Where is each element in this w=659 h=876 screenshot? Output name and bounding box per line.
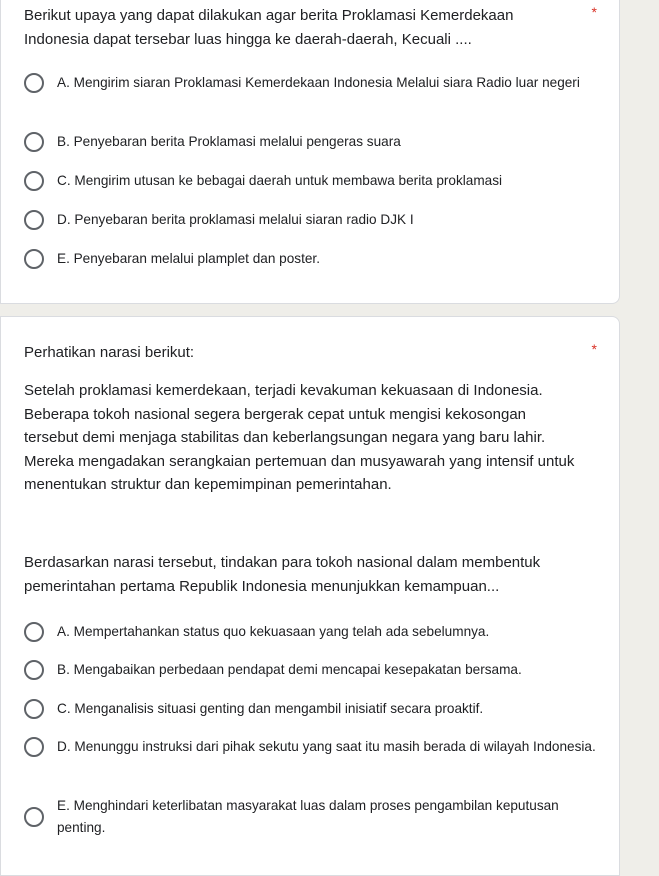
option-label: E. Menghindari keterlibatan masyarakat luas dalam proses pengambilan keputusan penting. [57,798,559,835]
option-label: A. Mengirim siaran Proklamasi Kemerdekaan Indonesia Melalui siara Radio luar negeri [57,75,580,90]
radio-button-icon[interactable] [24,622,44,642]
question-1-text: Berikut upaya yang dapat dilakukan agar berita Proklamasi Kemerdekaan Indonesia dapat tersebar luas hingga ke daerah-daerah, Kecuali .... [24,7,514,48]
radio-button-icon[interactable] [24,699,44,719]
required-asterisk: * [591,341,597,357]
q2-option-d[interactable] [24,736,599,758]
radio-button-icon[interactable] [24,132,44,152]
radio-button-icon[interactable] [24,737,44,757]
q2-option-c[interactable] [24,698,599,720]
q1-option-a[interactable] [24,72,599,94]
q1-option-c[interactable] [24,170,599,192]
radio-button-icon[interactable] [24,660,44,680]
radio-button-icon[interactable] [24,210,44,230]
option-label: A. Mempertahankan status quo kekuasaan yang telah ada sebelumnya. [57,624,490,639]
question-2-text: Berdasarkan narasi tersebut, tindakan para tokoh nasional dalam membentuk pemerintahan pertama Republik Indonesia menunjukkan kemampuan... [24,554,541,595]
radio-button-icon[interactable] [24,73,44,93]
question-2-intro: Perhatikan narasi berikut: [24,344,195,361]
option-label: C. Menganalisis situasi genting dan mengambil inisiatif secara proaktif. [57,701,484,716]
option-label: E. Penyebaran melalui plamplet dan poster. [57,251,320,266]
required-asterisk: * [591,4,597,20]
q2-option-b[interactable] [24,659,599,681]
question-card-2 [0,316,620,876]
q2-option-a[interactable] [24,621,599,643]
option-label: B. Mengabaikan perbedaan pendapat demi mencapai kesepakatan bersama. [57,662,522,677]
radio-button-icon[interactable] [24,249,44,269]
radio-button-icon[interactable] [24,171,44,191]
q2-option-e[interactable] [24,795,599,839]
question-card-1 [0,0,620,304]
q1-option-b[interactable] [24,131,599,153]
radio-button-icon[interactable] [24,807,44,827]
q1-option-d[interactable] [24,209,599,231]
option-label: D. Penyebaran berita proklamasi melalui siaran radio DJK I [57,212,414,227]
question-2-narrative: Setelah proklamasi kemerdekaan, terjadi kevakuman kekuasaan di Indonesia. Beberapa tokoh nasional segera bergerak cepat untuk mengisi kekosongan tersebut demi menjaga stabilitas dan keberlangsungan negara yang baru lahir. Mereka mengadakan serangkaian pertemuan dan musyawarah yang intensif untuk menentukan struktur dan kepemimpinan pemerintahan. [24,382,575,493]
option-label: D. Menunggu instruksi dari pihak sekutu yang saat itu masih berada di wilayah Indonesia. [57,739,596,754]
option-label: B. Penyebaran berita Proklamasi melalui pengeras suara [57,134,401,149]
q1-option-e[interactable] [24,248,599,270]
option-label: C. Mengirim utusan ke bebagai daerah untuk membawa berita proklamasi [57,173,503,188]
